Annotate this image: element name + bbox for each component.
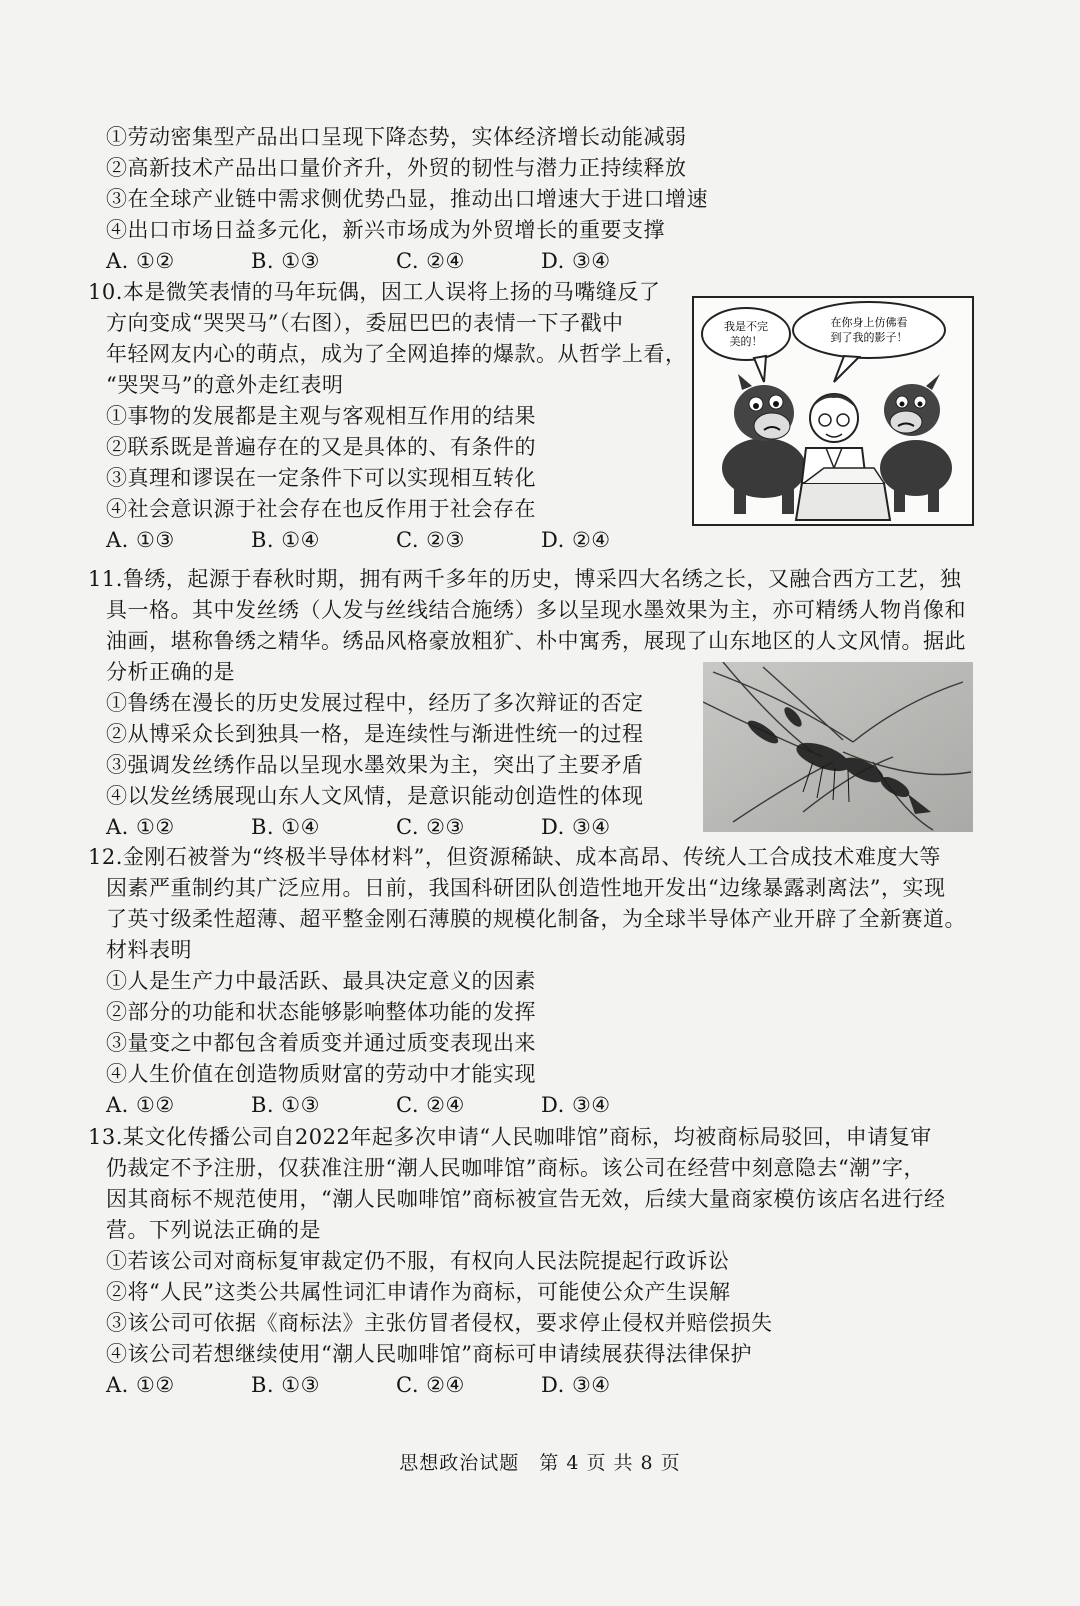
answer-c: C. ②④ (396, 1093, 465, 1117)
answer-d: D. ③④ (541, 1093, 611, 1117)
q12-answers (106, 1090, 686, 1120)
answer-b: B. ①④ (251, 528, 320, 552)
q9-answers (106, 246, 686, 276)
q9-option-3: ③在全球产业链中需求侧优势凸显，推动出口增速大于进口增速 (106, 187, 708, 211)
answer-d: D. ③④ (541, 815, 611, 839)
answer-b: B. ①③ (251, 249, 320, 273)
answer-c: C. ②③ (396, 815, 465, 839)
q13-option-1: ①若该公司对商标复审裁定仍不服，有权向人民法院提起行政诉讼 (106, 1249, 730, 1273)
answer-c: C. ②④ (396, 249, 465, 273)
q10-stem-line-2: 方向变成“哭哭马”（右图），委屈巴巴的表情一下子戳中 (106, 311, 624, 335)
bubble-right-line-2: 到了我的影子！ (830, 331, 908, 344)
answer-d: D. ②④ (541, 528, 611, 552)
q11-answers (106, 812, 686, 842)
answer-d: D. ③④ (541, 1373, 611, 1397)
answer-c: C. ②③ (396, 528, 465, 552)
q13-option-3: ③该公司可依据《商标法》主张仿冒者侵权，要求停止侵权并赔偿损失 (106, 1311, 773, 1335)
q11-stem-line-4: 分析正确的是 (106, 660, 235, 684)
answer-a: A. ①② (106, 815, 175, 839)
q12-option-4: ④人生价值在创造物质财富的劳动中才能实现 (106, 1062, 536, 1086)
hair-embroidery-shrimp-image (703, 662, 973, 832)
q11-option-3: ③强调发丝绣作品以呈现水墨效果为主，突出了主要矛盾 (106, 753, 644, 777)
q10-stem-line-3: 年轻网友内心的萌点，成为了全网追捧的爆款。从哲学上看， (106, 342, 687, 366)
answer-a: A. ①② (106, 1373, 175, 1397)
answer-b: B. ①③ (251, 1373, 320, 1397)
q10-stem-line-4: “哭哭马”的意外走红表明 (106, 373, 344, 397)
q10-option-4: ④社会意识源于社会存在也反作用于社会存在 (106, 497, 536, 521)
q12-stem-line-1: 12.金刚石被誉为“终极半导体材料”，但资源稀缺、成本高昂、传统人工合成技术难度大等 (88, 845, 941, 869)
q11-stem-line-1: 11.鲁绣，起源于春秋时期，拥有两千多年的历史，博采四大名绣之长，又融合西方工艺，独 (88, 567, 962, 591)
q13-stem-line-2: 仍裁定不予注册，仅获准注册“潮人民咖啡馆”商标。该公司在经营中刻意隐去“潮”字， (106, 1156, 925, 1180)
q11-stem-line-2: 具一格。其中发丝绣（人发与丝线结合施绣）多以呈现水墨效果为主，亦可精绣人物肖像和 (106, 598, 966, 622)
q13-answers (106, 1370, 686, 1400)
q12-option-1: ①人是生产力中最活跃、最具决定意义的因素 (106, 969, 536, 993)
q10-stem-line-1: 10.本是微笑表情的马年玩偶，因工人误将上扬的马嘴缝反了 (88, 280, 661, 304)
q10-option-1: ①事物的发展都是主观与客观相互作用的结果 (106, 404, 536, 428)
q9-option-4: ④出口市场日益多元化，新兴市场成为外贸增长的重要支撑 (106, 218, 665, 242)
q13-stem-line-4: 营。下列说法正确的是 (106, 1218, 321, 1242)
answer-a: A. ①② (106, 1093, 175, 1117)
left-horse-icon (722, 374, 806, 514)
q12-stem-line-3: 了英寸级柔性超薄、超平整金刚石薄膜的规模化制备，为全球半导体产业开辟了全新赛道。 (106, 907, 966, 931)
answer-d: D. ③④ (541, 249, 611, 273)
q11-option-2: ②从博采众长到独具一格，是连续性与渐进性统一的过程 (106, 722, 644, 746)
q12-stem-line-2: 因素严重制约其广泛应用。日前，我国科研团队创造性地开发出“边缘暴露剥离法”，实现 (106, 876, 946, 900)
answer-b: B. ①③ (251, 1093, 320, 1117)
q11-option-4: ④以发丝绣展现山东人文风情，是意识能动创造性的体现 (106, 784, 644, 808)
q13-option-2: ②将“人民”这类公共属性词汇申请作为商标，可能使公众产生误解 (106, 1280, 731, 1304)
bubble-right-line-1: 在你身上仿佛看 (830, 316, 908, 329)
answer-a: A. ①② (106, 249, 175, 273)
q13-stem-line-1: 13.某文化传播公司自2022年起多次申请“人民咖啡馆”商标，均被商标局驳回，申请复审 (88, 1125, 932, 1149)
answer-c: C. ②④ (396, 1373, 465, 1397)
q12-stem-line-4: 材料表明 (106, 938, 192, 962)
answer-a: A. ①③ (106, 528, 175, 552)
cartoon-illustration (694, 298, 972, 524)
q11-option-1: ①鲁绣在漫长的历史发展过程中，经历了多次辩证的否定 (106, 691, 644, 715)
bubble-left-line-2: 美的！ (729, 335, 763, 348)
right-horse-icon (880, 374, 952, 512)
q12-option-2: ②部分的功能和状态能够影响整体功能的发挥 (106, 1000, 536, 1024)
q10-option-3: ③真理和谬误在一定条件下可以实现相互转化 (106, 466, 536, 490)
crying-horse-cartoon (692, 296, 974, 526)
q9-option-1: ①劳动密集型产品出口呈现下降态势，实体经济增长动能减弱 (106, 125, 687, 149)
shrimp-ink-painting (703, 662, 973, 832)
bubble-left-line-1: 我是不完 (724, 320, 768, 333)
q12-option-3: ③量变之中都包含着质变并通过质变表现出来 (106, 1031, 536, 1055)
q10-option-2: ②联系既是普遍存在的又是具体的、有条件的 (106, 435, 536, 459)
q10-answers (106, 525, 686, 555)
q9-option-2: ②高新技术产品出口量价齐升，外贸的韧性与潜力正持续释放 (106, 156, 687, 180)
page-footer: 思想政治试题 第 4 页 共 8 页 (399, 1452, 681, 1474)
answer-b: B. ①④ (251, 815, 320, 839)
q11-stem-line-3: 油画，堪称鲁绣之精华。绣品风格豪放粗犷、朴中寓秀，展现了山东地区的人文风情。据此 (106, 629, 966, 653)
q13-option-4: ④该公司若想继续使用“潮人民咖啡馆”商标可申请续展获得法律保护 (106, 1342, 752, 1366)
q13-stem-line-3: 因其商标不规范使用，“潮人民咖啡馆”商标被宣告无效，后续大量商家模仿该店名进行经 (106, 1187, 946, 1211)
